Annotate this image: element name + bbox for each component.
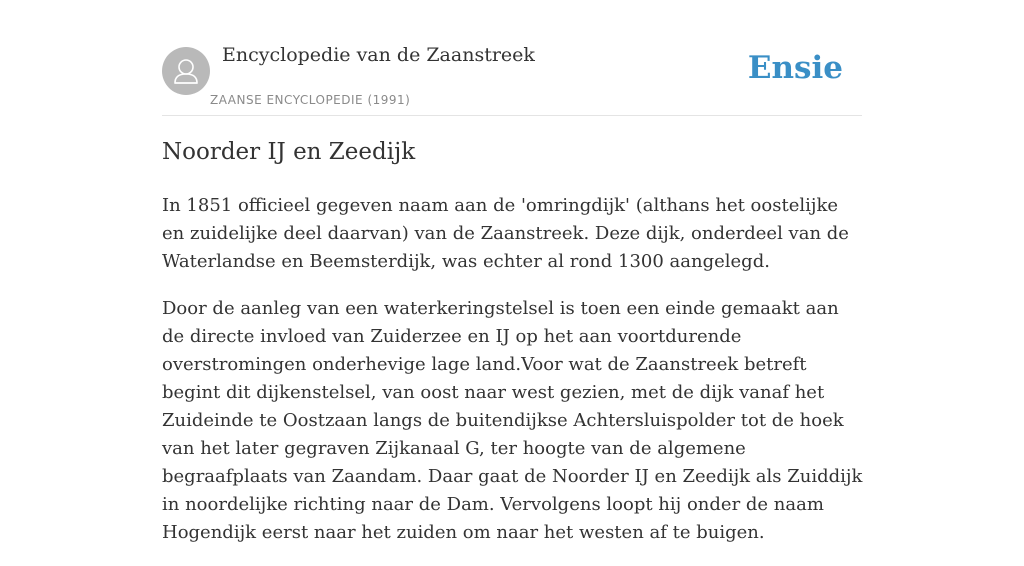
article-title: Noorder IJ en Zeedijk — [162, 139, 416, 165]
avatar[interactable] — [162, 47, 210, 95]
user-placeholder-icon — [162, 47, 210, 95]
article-body — [162, 192, 864, 566]
header — [162, 0, 862, 116]
page — [162, 0, 863, 543]
site-title-link[interactable]: Encyclopedie van de Zaanstreek — [222, 44, 535, 66]
article-paragraph: In 1851 officieel gegeven naam aan de 'omringdijk' (althans het oostelijke en zuidelijke deel daarvan) van de Zaanstreek. Deze dijk, onderdeel van de Waterlandse en Beemsterdijk, was echter al rond 1300 aangelegd. — [162, 195, 849, 272]
source-subtitle: ZAANSE ENCYCLOPEDIE (1991) — [210, 93, 411, 107]
article-paragraph: Door de aanleg van een waterkeringstelsel is toen een einde gemaakt aan de directe invloed van Zuiderzee en IJ op het aan voortdurende overstromingen onderhevige lage land.Voor wat de Zaanstreek betreft begint dit dijkenstelsel, van oost naar west gezien, met de dijk vanaf het Zuideinde te Oostzaan langs de buitendijkse Achtersluispolder tot de hoek van het later gegraven Zijkanaal G, ter hoogte van de algemene begraafplaats van Zaandam. Daar gaat de Noorder IJ en Zeedijk als Zuiddijk in noordelijke richting naar de Dam. Vervolgens loopt hij onder de naam Hogendijk eerst naar het zuiden om naar het westen af te buigen. — [162, 298, 863, 543]
brand-logo[interactable]: Ensie — [747, 50, 843, 86]
